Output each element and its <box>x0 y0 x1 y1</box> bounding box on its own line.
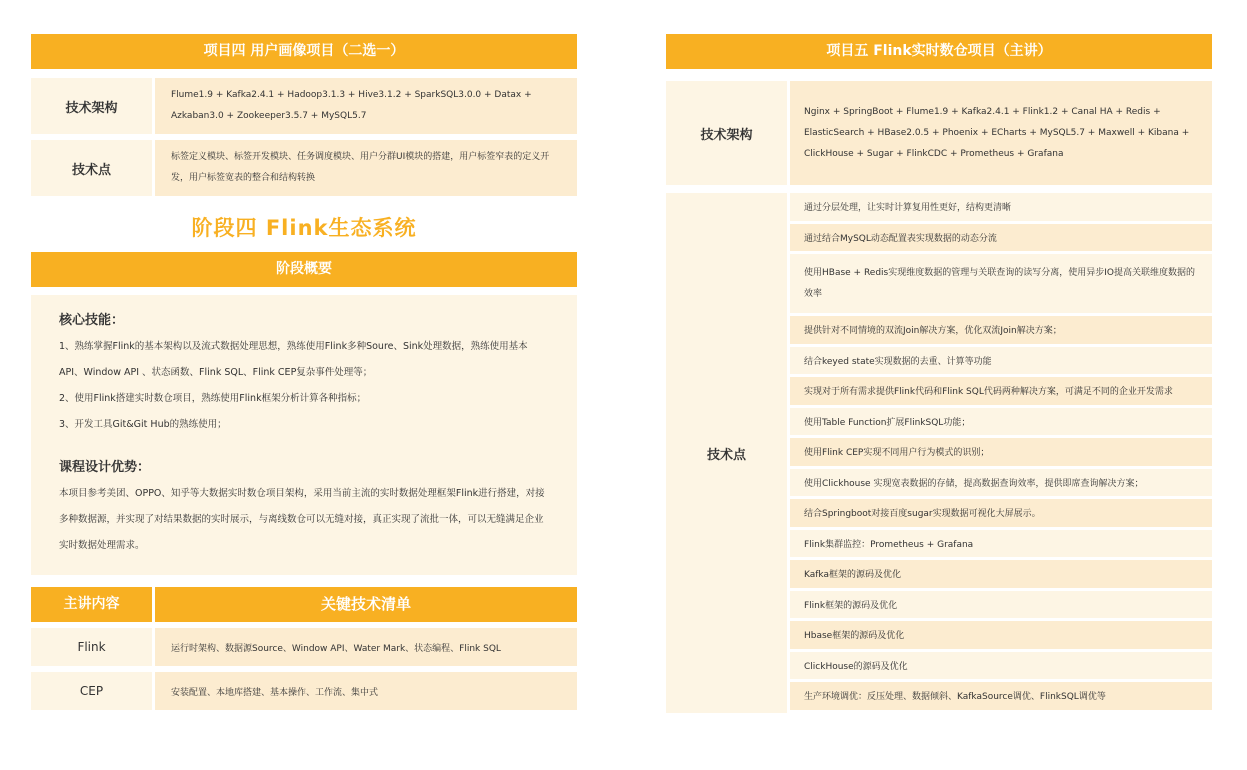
core-skill-1: 1、熟练掌握Flink的基本架构以及流式数据处理思想，熟练使用Flink多种Soure、Sink处理数据，熟练使用基本API、Window API 、状态函数、Flink SQL、Flink CEP复杂事件处理等； <box>59 341 528 378</box>
content-table-header <box>31 587 577 622</box>
project4-arch-row <box>31 78 577 134</box>
project5-arch-row <box>666 81 1212 185</box>
list-item: 使用Table Function扩展FlinkSQL功能； <box>790 408 1212 436</box>
content-name: CEP <box>31 672 152 710</box>
points-value: 标签定义模块、标签开发模块、任务调度模块、用户分群UI模块的搭建，用户标签窄表的定义开发，用户标签宽表的整合和结构转换 <box>155 140 577 196</box>
list-item: Kafka框架的源码及优化 <box>790 560 1212 588</box>
list-item: 结合Springboot对接百度sugar实现数据可视化大屏展示。 <box>790 499 1212 527</box>
overview-header: 阶段概要 <box>31 252 577 287</box>
table-row <box>31 672 577 710</box>
content-name: Flink <box>31 628 152 666</box>
content-header: 主讲内容 <box>31 587 152 622</box>
table-row <box>31 628 577 666</box>
project5-points-row <box>666 193 1212 713</box>
arch-label: 技术架构 <box>666 81 787 185</box>
list-item: 使用Flink CEP实现不同用户行为模式的识别； <box>790 438 1212 466</box>
left-column <box>31 34 577 710</box>
stage-title: 阶段四 Flink生态系统 <box>191 216 417 240</box>
points-label: 技术点 <box>31 140 152 196</box>
arch-value: Nginx + SpringBoot + Flume1.9 + Kafka2.4.1 + Flink1.2 + Canal HA + Redis + ElasticSearch + HBase2.0.5 + Phoenix + ECharts + MySQL5.7 + Maxwell + Kibana + ClickHouse + Sugar + FlinkCDC + Prometheus + Grafana <box>790 81 1212 185</box>
list-item: 生产环境调优：反压处理、数据倾斜、KafkaSource调优、FlinkSQL调优等 <box>790 682 1212 710</box>
arch-value: Flume1.9 + Kafka2.4.1 + Hadoop3.1.3 + Hive3.1.2 + SparkSQL3.0.0 + Datax + Azkaban3.0 + Zookeeper3.5.7 + MySQL5.7 <box>155 78 577 134</box>
list-item: ClickHouse的源码及优化 <box>790 652 1212 680</box>
arch-label: 技术架构 <box>31 78 152 134</box>
content-tech: 运行时架构、数据源Source、Window API、Water Mark、状态编程、Flink SQL <box>155 628 577 666</box>
project4-points-row <box>31 140 577 196</box>
list-item: Flink集群监控：Prometheus + Grafana <box>790 530 1212 558</box>
tech-header: 关键技术清单 <box>155 587 577 622</box>
core-skills-title: 核心技能： <box>59 313 125 328</box>
advantage-title: 课程设计优势： <box>59 460 151 475</box>
points-label: 技术点 <box>666 193 787 713</box>
core-skill-3: 3、开发工具Git&Git Hub的熟练使用； <box>59 419 227 430</box>
list-item: 结合keyed state实现数据的去重、计算等功能 <box>790 347 1212 375</box>
list-item: 使用Clickhouse 实现宽表数据的存储，提高数据查询效率，提供即席查询解决方案； <box>790 469 1212 497</box>
list-item: 提供针对不同情境的双流Join解决方案，优化双流Join解决方案； <box>790 316 1212 344</box>
list-item: Hbase框架的源码及优化 <box>790 621 1212 649</box>
points-list <box>790 193 1212 713</box>
list-item: Flink框架的源码及优化 <box>790 591 1212 619</box>
right-column <box>666 34 1212 713</box>
project4-header: 项目四 用户画像项目（二选一） <box>31 34 577 69</box>
list-item: 实现对于所有需求提供Flink代码和Flink SQL代码两种解决方案，可满足不同的企业开发需求 <box>790 377 1212 405</box>
content-tech: 安装配置、本地库搭建、基本操作、工作流、集中式 <box>155 672 577 710</box>
list-item: 通过分层处理，让实时计算复用性更好，结构更清晰 <box>790 193 1212 221</box>
list-item: 通过结合MySQL动态配置表实现数据的动态分流 <box>790 224 1212 252</box>
core-skill-2: 2、使用Flink搭建实时数仓项目，熟练使用Flink框架分析计算各种指标； <box>59 393 367 404</box>
overview-box <box>31 295 577 575</box>
project5-header: 项目五 Flink实时数仓项目（主讲） <box>666 34 1212 69</box>
advantage-text: 本项目参考美团、OPPO、知乎等大数据实时数仓项目架构，采用当前主流的实时数据处理框架Flink进行搭建，对接多种数据源，并实现了对结果数据的实时展示，与离线数仓可以无缝对接，真正实现了流批一体，可以无缝满足企业实时数据处理需求。 <box>59 488 545 551</box>
list-item: 使用HBase + Redis实现维度数据的管理与关联查询的读写分离，使用异步IO提高关联维度数据的效率 <box>790 254 1212 313</box>
